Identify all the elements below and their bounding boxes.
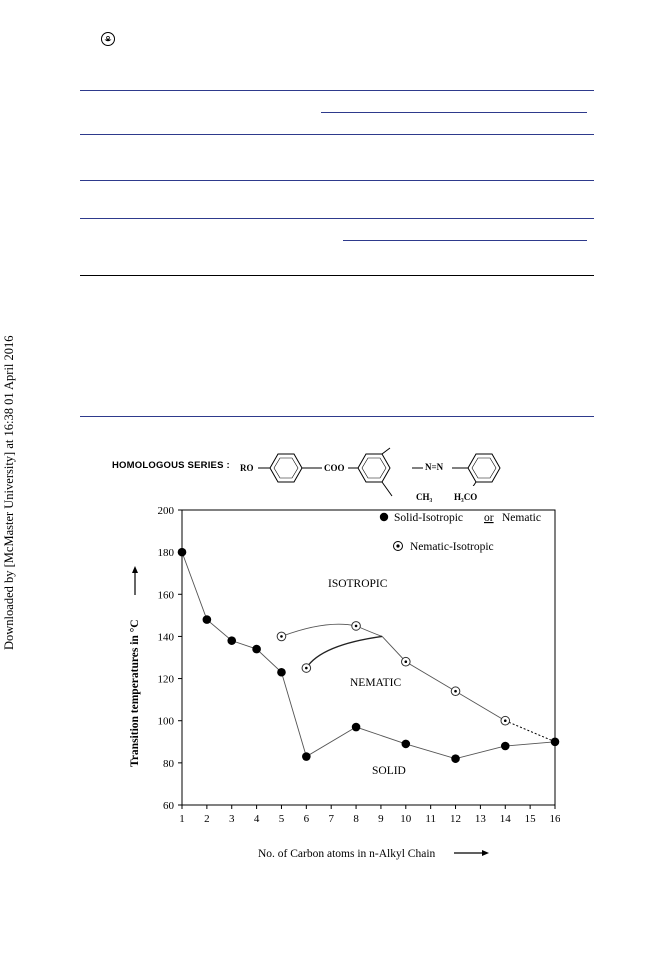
chart-axes (158, 505, 561, 825)
x-axis-arrow (454, 850, 489, 856)
x-axis-label: No. of Carbon atoms in n-Alkyl Chain (258, 848, 436, 860)
y-tick-label: 120 (157, 673, 174, 686)
nematic-point-dot (305, 667, 308, 670)
benzene-ring-3 (468, 454, 500, 482)
plot-frame (182, 510, 555, 805)
solid-point (302, 752, 311, 761)
y-tick-label: 80 (163, 757, 174, 770)
x-tick-label: 12 (450, 813, 462, 825)
x-tick-label: 4 (253, 813, 260, 825)
transition-temperature-chart (120, 497, 560, 867)
y-tick-label: 60 (163, 800, 174, 812)
benzene-ring-2 (358, 454, 390, 482)
solid-point (227, 636, 236, 645)
benzene-ring-1 (270, 454, 302, 482)
x-tick-label: 5 (278, 813, 285, 825)
download-notice: Downloaded by [McMaster University] at 16:38 01 April 2016 (2, 335, 16, 650)
y-tick-label: 140 (157, 631, 174, 644)
homologous-series-label: HOMOLOGOUS SERIES : (112, 460, 230, 471)
y-axis-label: Transition temperatures in °C (129, 619, 141, 767)
ro-group: RO (240, 463, 254, 473)
legend-nematic-label: Nematic-Isotropic (410, 541, 494, 553)
region-isotropic: ISOTROPIC (328, 578, 388, 590)
nematic-point-dot (280, 635, 283, 638)
legend-solid-label-b: Nematic (502, 512, 541, 524)
y-axis-arrow (132, 566, 138, 595)
nematic-dashed-line (505, 721, 555, 742)
och3-group: H₃CO (454, 492, 478, 502)
x-tick-label: 2 (204, 813, 210, 825)
legend-solid-label-or: or (484, 512, 494, 524)
solid-point (352, 723, 361, 732)
x-tick-label: 13 (474, 813, 486, 825)
solid-point (501, 742, 510, 751)
y-tick-label: 100 (157, 715, 174, 728)
solid-point (252, 645, 261, 654)
nematic-odd-curve (281, 624, 382, 636)
table-rule-3 (80, 180, 594, 181)
x-tick-label: 7 (328, 813, 334, 825)
y-tick-label: 180 (157, 547, 174, 560)
legend-solid-marker (380, 513, 388, 521)
azo-group: N=N (425, 462, 444, 472)
nematic-point-dot (405, 660, 408, 663)
solid-point (178, 548, 187, 557)
legend-solid-label-a: Solid-Isotropic (394, 512, 463, 524)
x-tick-label: 9 (378, 813, 384, 825)
ch3-group: CH₃ (416, 492, 433, 502)
y-tick-label: 160 (157, 589, 174, 602)
table-rule-sub1 (321, 112, 587, 113)
x-tick-label: 6 (303, 813, 310, 825)
x-tick-label: 8 (353, 813, 359, 825)
x-tick-label: 3 (228, 813, 235, 825)
solid-point (402, 740, 411, 749)
y-tick-label: 200 (157, 505, 174, 517)
region-nematic: NEMATIC (350, 677, 402, 689)
table-rule-6 (80, 416, 594, 417)
x-tick-label: 15 (524, 813, 536, 825)
download-sidebar (0, 0, 30, 960)
table-rule-top (80, 90, 594, 91)
coo-group: COO (324, 463, 345, 473)
x-tick-label: 1 (179, 813, 185, 825)
x-tick-label: 10 (400, 813, 412, 825)
table-rule-5 (80, 275, 594, 276)
nematic-even-curve (306, 636, 382, 668)
table-rule-2 (80, 134, 594, 135)
table-rule-sub2 (343, 240, 587, 241)
nematic-point-dot (504, 719, 507, 722)
solid-point (203, 615, 212, 624)
chart-legend (380, 512, 541, 553)
solid-point (277, 668, 286, 677)
region-solid: SOLID (372, 765, 406, 777)
table-rule-4 (80, 218, 594, 219)
x-tick-label: 11 (425, 813, 436, 825)
x-tick-label: 14 (499, 813, 511, 825)
x-tick-label: 16 (549, 813, 560, 825)
nematic-point-dot (454, 690, 457, 693)
nematic-point-dot (355, 625, 358, 628)
solid-point (551, 737, 560, 746)
publisher-logo-icon (100, 31, 116, 47)
legend-nematic-marker-dot (396, 544, 399, 547)
solid-point (451, 754, 460, 763)
